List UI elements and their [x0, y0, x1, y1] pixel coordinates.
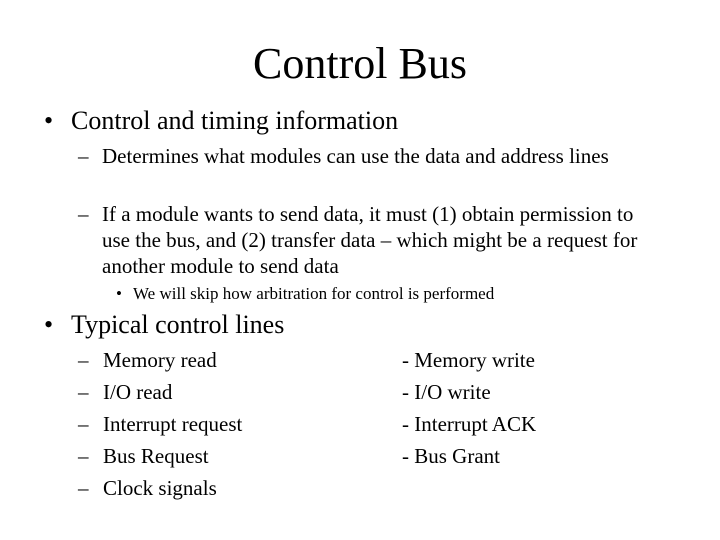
list-item: - Memory write: [402, 348, 535, 372]
bullet-icon: •: [116, 284, 122, 303]
list-item-text: Interrupt request: [103, 412, 243, 436]
control-lines-right-list: [402, 344, 702, 472]
dash-icon: –: [78, 444, 89, 468]
bullet-text: Typical control lines: [71, 310, 285, 339]
list-item: [78, 344, 378, 376]
list-item: [78, 472, 378, 504]
slide-title: Control Bus: [253, 39, 467, 88]
list-item-text: Clock signals: [103, 476, 217, 500]
list-item: - Interrupt ACK: [402, 412, 537, 436]
dash-icon: –: [78, 476, 89, 500]
sub-bullet-text: Determines what modules can use the data and address lines: [102, 144, 609, 168]
list-item: - I/O write: [402, 380, 491, 404]
sub-bullet-text: If a module wants to send data, it must (1) obtain permission to use the bus, and (2) transfer data – which might be a request for another module to send data: [102, 202, 638, 278]
dash-icon: –: [78, 348, 89, 372]
sub-sub-bullet-text: We will skip how arbitration for control is performed: [133, 284, 495, 303]
list-item: - Bus Grant: [402, 444, 500, 468]
bullet-icon: •: [44, 310, 54, 339]
dash-icon: –: [78, 202, 89, 226]
bullet-text: Control and timing information: [71, 106, 399, 135]
dash-icon: –: [78, 412, 89, 436]
list-item-text: I/O read: [103, 380, 173, 404]
list-item-text: Memory read: [103, 348, 217, 372]
control-lines-left-list: [78, 344, 378, 504]
list-item: [78, 376, 378, 408]
list-item-text: Bus Request: [103, 444, 209, 468]
dash-icon: –: [78, 144, 89, 168]
bullet-icon: •: [44, 106, 54, 135]
list-item: [78, 440, 378, 472]
list-item: [78, 408, 378, 440]
dash-icon: –: [78, 380, 89, 404]
